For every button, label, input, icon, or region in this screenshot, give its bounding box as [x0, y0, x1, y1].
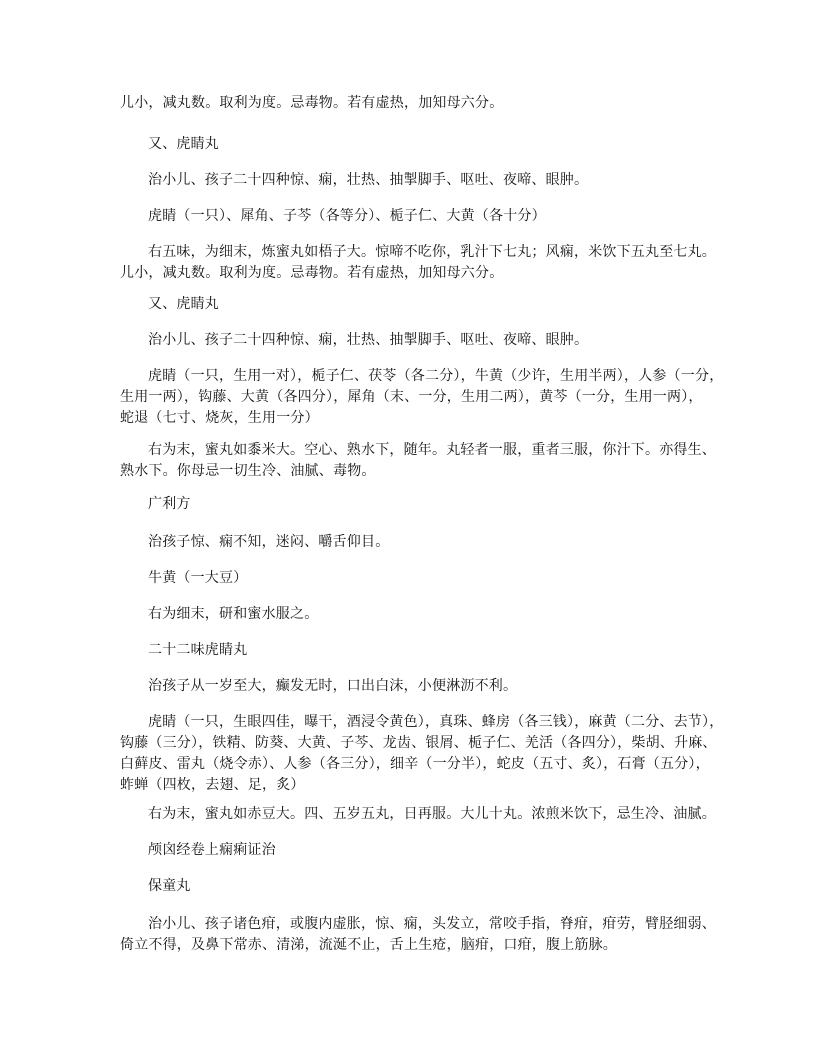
indication-paragraph [120, 532, 748, 553]
ingredients-paragraph [120, 206, 748, 227]
text-line: 牛黄（一大豆） [148, 570, 248, 586]
text-line: 右为末，蜜丸如黍米大。空心、熟水下，随年。丸轻者一服，重者三服，你汁下。亦得生、 [148, 442, 716, 458]
text-line: 广利方 [148, 496, 191, 512]
text-line: 钩藤（三分），铁精、防葵、大黄、子芩、龙齿、银屑、栀子仁、羌活（各四分），柴胡、升麻、 [120, 735, 717, 751]
text-line: 蚱蝉（四枚，去翅、足，炙） [120, 777, 305, 793]
text-line: 又、虎睛丸 [148, 136, 219, 152]
text-line: 白藓皮、雷丸（烧令赤）、人参（各三分），细辛（一分半），蛇皮（五寸、炙），石膏（五分）， [120, 756, 710, 772]
preparation-paragraph [120, 440, 720, 482]
text-line: 熟水下。你母忌一切生冷、油腻、毒物。 [120, 463, 376, 479]
section-heading [120, 294, 748, 315]
ingredients-paragraph [120, 366, 724, 429]
text-line: 治孩子惊、痫不知，迷闷、嚼舌仰目。 [148, 534, 390, 550]
ingredients-paragraph [120, 712, 724, 796]
text-line: 颅囟经卷上痫痢证治 [148, 842, 276, 858]
indication-paragraph [120, 676, 748, 697]
text-line: 生用一两），钩藤、大黄（各四分），犀角（末、一分，生用二两），黄芩（一分，生用一两）， [120, 389, 703, 405]
indication-paragraph [120, 914, 720, 956]
text-line: 儿小，减丸数。取利为度。忌毒物。若有虚热，加知母六分。 [120, 265, 504, 281]
indication-paragraph [120, 330, 748, 351]
text-line: 蛇退（七寸、烧灰，生用一分） [120, 410, 319, 426]
text-line: 右为末，蜜丸如赤豆大。四、五岁五丸，日再服。大儿十丸。浓煎米饮下，忌生冷、油腻。 [148, 806, 716, 822]
text-line: 虎睛（一只，生用一对），栀子仁、茯苓（各二分），牛黄（少许，生用半两），人参（一分， [148, 368, 724, 384]
text-line: 治小儿、孩子二十四种惊、痫，壮热、抽掣脚手、呕吐、夜啼、眼肿。 [148, 172, 589, 188]
text-line: 儿小，减丸数。取利为度。忌毒物。若有虚热，加知母六分。 [120, 95, 504, 111]
text-line: 虎睛（一只）、犀角、子芩（各等分）、栀子仁、大黄（各十分） [148, 208, 546, 224]
text-line: 又、虎睛丸 [148, 296, 219, 312]
text-line: 保童丸 [148, 878, 191, 894]
section-heading [120, 876, 748, 897]
text-line: 右为细末，研和蜜水服之。 [148, 606, 319, 622]
preparation-paragraph [120, 242, 720, 284]
indication-paragraph [120, 170, 748, 191]
text-line: 治小儿、孩子诸色疳，或腹内虚胀，惊、痫，头发立，常咬手指，脊疳，疳劳，臂胫细弱、 [148, 916, 716, 932]
text-line: 治孩子从一岁至大，癫发无时，口出白沫，小便淋沥不利。 [148, 678, 518, 694]
text-line: 倚立不得，及鼻下常赤、清涕，流涎不止，舌上生疮，脑疳，口疳，腹上筋脉。 [120, 937, 617, 953]
preparation-paragraph [120, 804, 748, 825]
text-line: 虎睛（一只，生眼四佳，曝干，酒浸令黄色），真珠、蜂房（各三钱），麻黄（二分、去节）， [148, 714, 724, 730]
ingredients-paragraph [120, 568, 748, 589]
chapter-heading [120, 840, 748, 861]
section-heading [120, 494, 748, 515]
text-line: 二十二味虎睛丸 [148, 642, 248, 658]
paragraph-continuation [120, 93, 720, 114]
preparation-paragraph [120, 604, 748, 625]
section-heading [120, 640, 748, 661]
text-line: 右五味，为细末，炼蜜丸如梧子大。惊啼不吃你，乳汁下七丸；风痫，米饮下五丸至七丸。 [148, 244, 716, 260]
section-heading [120, 134, 748, 155]
text-line: 治小儿、孩子二十四种惊、痫，壮热、抽掣脚手、呕吐、夜啼、眼肿。 [148, 332, 589, 348]
